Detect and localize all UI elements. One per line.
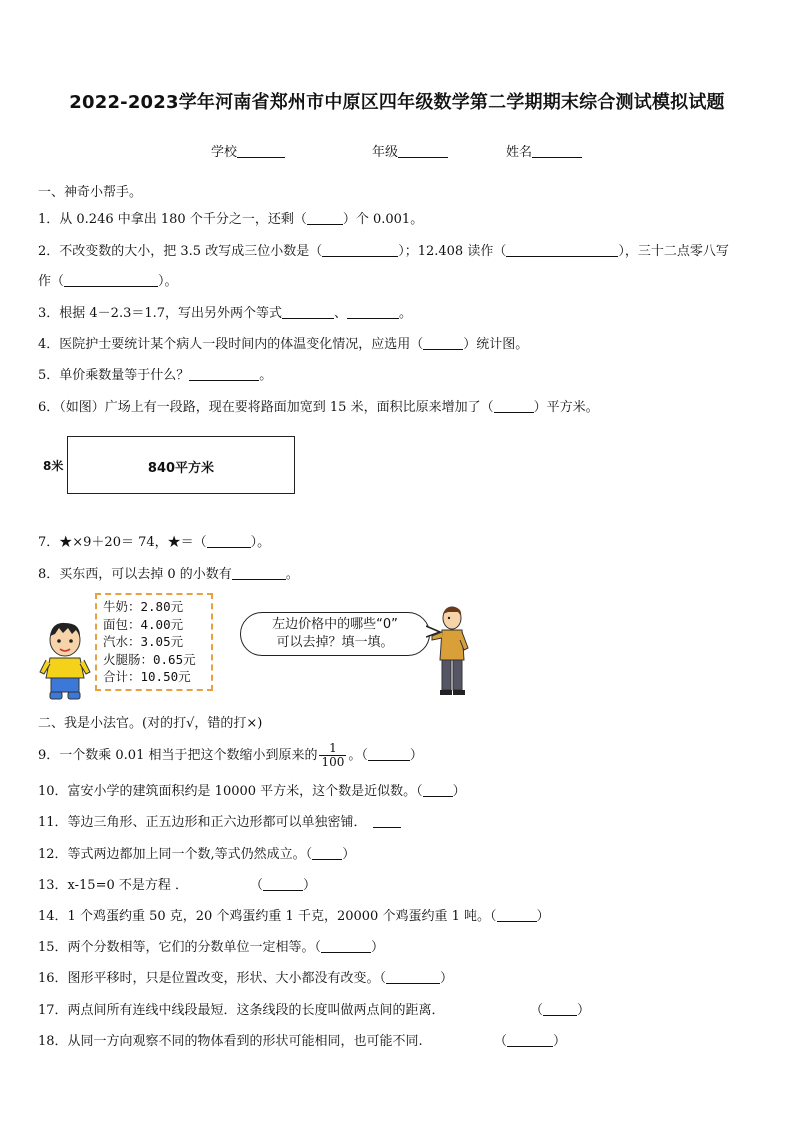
price-milk: 牛奶：2.80元: [103, 599, 184, 614]
q15-text-b: ）: [371, 940, 385, 955]
q17-text-c: ）: [577, 1003, 591, 1018]
q1-text-b: ）个 0.001。: [342, 212, 424, 227]
price-sausage: 火腿肠：0.65元: [103, 651, 196, 667]
school-field: [211, 141, 285, 160]
school-blank[interactable]: [237, 145, 285, 158]
question-2: [38, 240, 729, 259]
question-6: [38, 396, 599, 415]
road-rectangle: [67, 436, 295, 494]
question-10: [38, 780, 466, 799]
section-1-heading: 一、神奇小帮手。: [38, 185, 143, 200]
q9-text-c: ）: [409, 748, 423, 763]
q6-text-a: 6．（如图）广场上有一段路，现在要将路面加宽到 15 米，面积比原来增加了（: [38, 400, 494, 415]
question-17: [38, 999, 445, 1018]
price-soda: 汽水：3.05元: [103, 634, 184, 649]
q2-blank-1[interactable]: [322, 244, 398, 257]
question-3: [38, 302, 412, 321]
q7-text-b: ）。: [250, 535, 271, 550]
question-18-answer: [494, 1030, 566, 1049]
q14-blank[interactable]: [497, 909, 537, 922]
q3-blank-2[interactable]: [347, 306, 399, 319]
q12-text-a: 12．等式两边都加上同一个数,等式仍然成立。（: [38, 847, 313, 862]
q16-text-a: 16．图形平移时，只是位置改变，形状、大小都没有改变。（: [38, 971, 387, 986]
question-12: [38, 843, 355, 862]
name-label: 姓名: [506, 145, 533, 160]
question-9: [38, 742, 423, 769]
price-bread: 面包：4.00元: [103, 616, 184, 632]
bubble-line-2: 可以去掉？填一填。: [276, 635, 394, 650]
price-total: 合计：10.50元: [103, 669, 191, 684]
q2-blank-2[interactable]: [506, 244, 618, 257]
q3-blank-1[interactable]: [282, 306, 334, 319]
q11-text-a: 11．等边三角形、正五边形和正六边形都可以单独密铺．: [38, 815, 367, 830]
q16-text-b: ）: [440, 971, 454, 986]
grade-label: 年级: [372, 145, 399, 160]
question-2-cont: [38, 270, 178, 289]
q8-text-a: 8．买东西，可以去掉 0 的小数有: [38, 567, 232, 582]
q2-blank-3[interactable]: [64, 274, 158, 287]
q13-text-b: （: [250, 878, 264, 893]
boy-illustration: [38, 620, 92, 702]
q15-blank[interactable]: [321, 940, 371, 953]
question-1: [38, 208, 423, 227]
q17-text-b: （: [530, 1003, 544, 1018]
question-13-answer: [250, 874, 316, 893]
school-label: 学校: [211, 145, 238, 160]
q7-text-a: 7．★×9＋20＝ 74，★＝（: [38, 535, 207, 550]
q6-text-b: ）平方米。: [533, 400, 599, 415]
name-blank[interactable]: [532, 145, 582, 158]
q13-text-a: 13．x-15=0 不是方程 ．: [38, 878, 189, 893]
q18-text-c: ）: [553, 1034, 567, 1049]
q5-text-a: 5．单价乘数量等于什么？: [38, 368, 190, 383]
q4-text-a: 4．医院护士要统计某个病人一段时间内的体温变化情况，应选用（: [38, 337, 424, 352]
q10-blank[interactable]: [423, 784, 453, 797]
speech-bubble: [240, 612, 430, 656]
q12-blank[interactable]: [312, 847, 342, 860]
q13-blank[interactable]: [263, 878, 303, 891]
q9-numerator: 1: [319, 742, 346, 756]
q1-blank[interactable]: [307, 212, 343, 225]
q8-blank[interactable]: [232, 567, 286, 580]
q3-text-a: 3．根据 4－2.3＝1.7，写出另外两个等式: [38, 306, 283, 321]
q1-text-a: 1．从 0.246 中拿出 180 个千分之一，还剩（: [38, 212, 307, 227]
q9-blank[interactable]: [368, 748, 410, 761]
page-title: 2022-2023学年河南省郑州市中原区四年级数学第二学期期末综合测试模拟试题: [69, 92, 725, 113]
q18-text-a: 18．从同一方向观察不同的物体看到的形状可能相同，也可能不同.: [38, 1034, 423, 1049]
q18-text-b: （: [494, 1034, 508, 1049]
q18-blank[interactable]: [507, 1034, 553, 1047]
q12-text-b: ）: [342, 847, 356, 862]
q4-blank[interactable]: [423, 337, 463, 350]
question-7: [38, 531, 270, 550]
q13-text-c: ）: [303, 878, 317, 893]
q3-text-b: 、: [334, 306, 348, 321]
grade-field: [372, 141, 448, 160]
q11-blank[interactable]: [373, 815, 401, 828]
q6-blank[interactable]: [494, 400, 534, 413]
q2-text-b: ）；12.408 读作（: [398, 244, 507, 259]
road-area-label: 840平方米: [147, 461, 215, 476]
bubble-line-1: 左边价格中的哪些“0”: [272, 617, 398, 632]
q5-text-b: 。: [259, 368, 273, 383]
grade-blank[interactable]: [398, 145, 448, 158]
q2-text-a: 2．不改变数的大小，把 3.5 改写成三位小数是（: [38, 244, 323, 259]
question-4: [38, 333, 528, 352]
q2-text-d: 作（: [38, 274, 65, 289]
q4-text-b: ）统计图。: [463, 337, 529, 352]
price-list: [95, 593, 213, 691]
q9-text-b: 。（: [348, 748, 368, 763]
q9-fraction: [319, 742, 346, 769]
q14-text-b: ）: [536, 909, 550, 924]
section-2-heading: 二、我是小法官。(对的打√，错的打×): [38, 716, 263, 731]
q10-text-b: ）: [452, 784, 466, 799]
q17-text-a: 17．两点间所有连线中线段最短．这条线段的长度叫做两点间的距离．: [38, 1003, 445, 1018]
road-width-label: 8米: [43, 459, 64, 473]
q14-text-a: 14．1 个鸡蛋约重 50 克，20 个鸡蛋约重 1 千克，20000 个鸡蛋约重 1 吨。（: [38, 909, 497, 924]
q2-text-c: ），三十二点零八写: [618, 244, 729, 259]
q8-text-b: 。: [285, 567, 299, 582]
question-17-answer: [530, 999, 590, 1018]
q10-text-a: 10．富安小学的建筑面积约是 10000 平方米，这个数是近似数。（: [38, 784, 423, 799]
q2-text-e: ）。: [158, 274, 178, 289]
question-5: [38, 364, 272, 383]
question-13: [38, 874, 188, 893]
question-11: [38, 811, 401, 830]
q3-text-c: 。: [399, 306, 413, 321]
question-15: [38, 936, 384, 955]
question-18: [38, 1030, 423, 1049]
q9-denominator: 100: [321, 755, 345, 769]
q16-blank[interactable]: [386, 971, 440, 984]
name-field: [506, 141, 582, 160]
question-14: [38, 905, 550, 924]
q15-text-a: 15．两个分数相等，它们的分数单位一定相等。（: [38, 940, 322, 955]
teacher-illustration: [428, 604, 472, 698]
q5-blank[interactable]: [189, 368, 259, 381]
question-16: [38, 967, 453, 986]
q7-blank[interactable]: [207, 535, 251, 548]
q9-text-a: 9．一个数乘 0.01 相当于把这个数缩小到原来的: [38, 748, 318, 763]
question-8: [38, 563, 299, 582]
q17-blank[interactable]: [543, 1003, 577, 1016]
